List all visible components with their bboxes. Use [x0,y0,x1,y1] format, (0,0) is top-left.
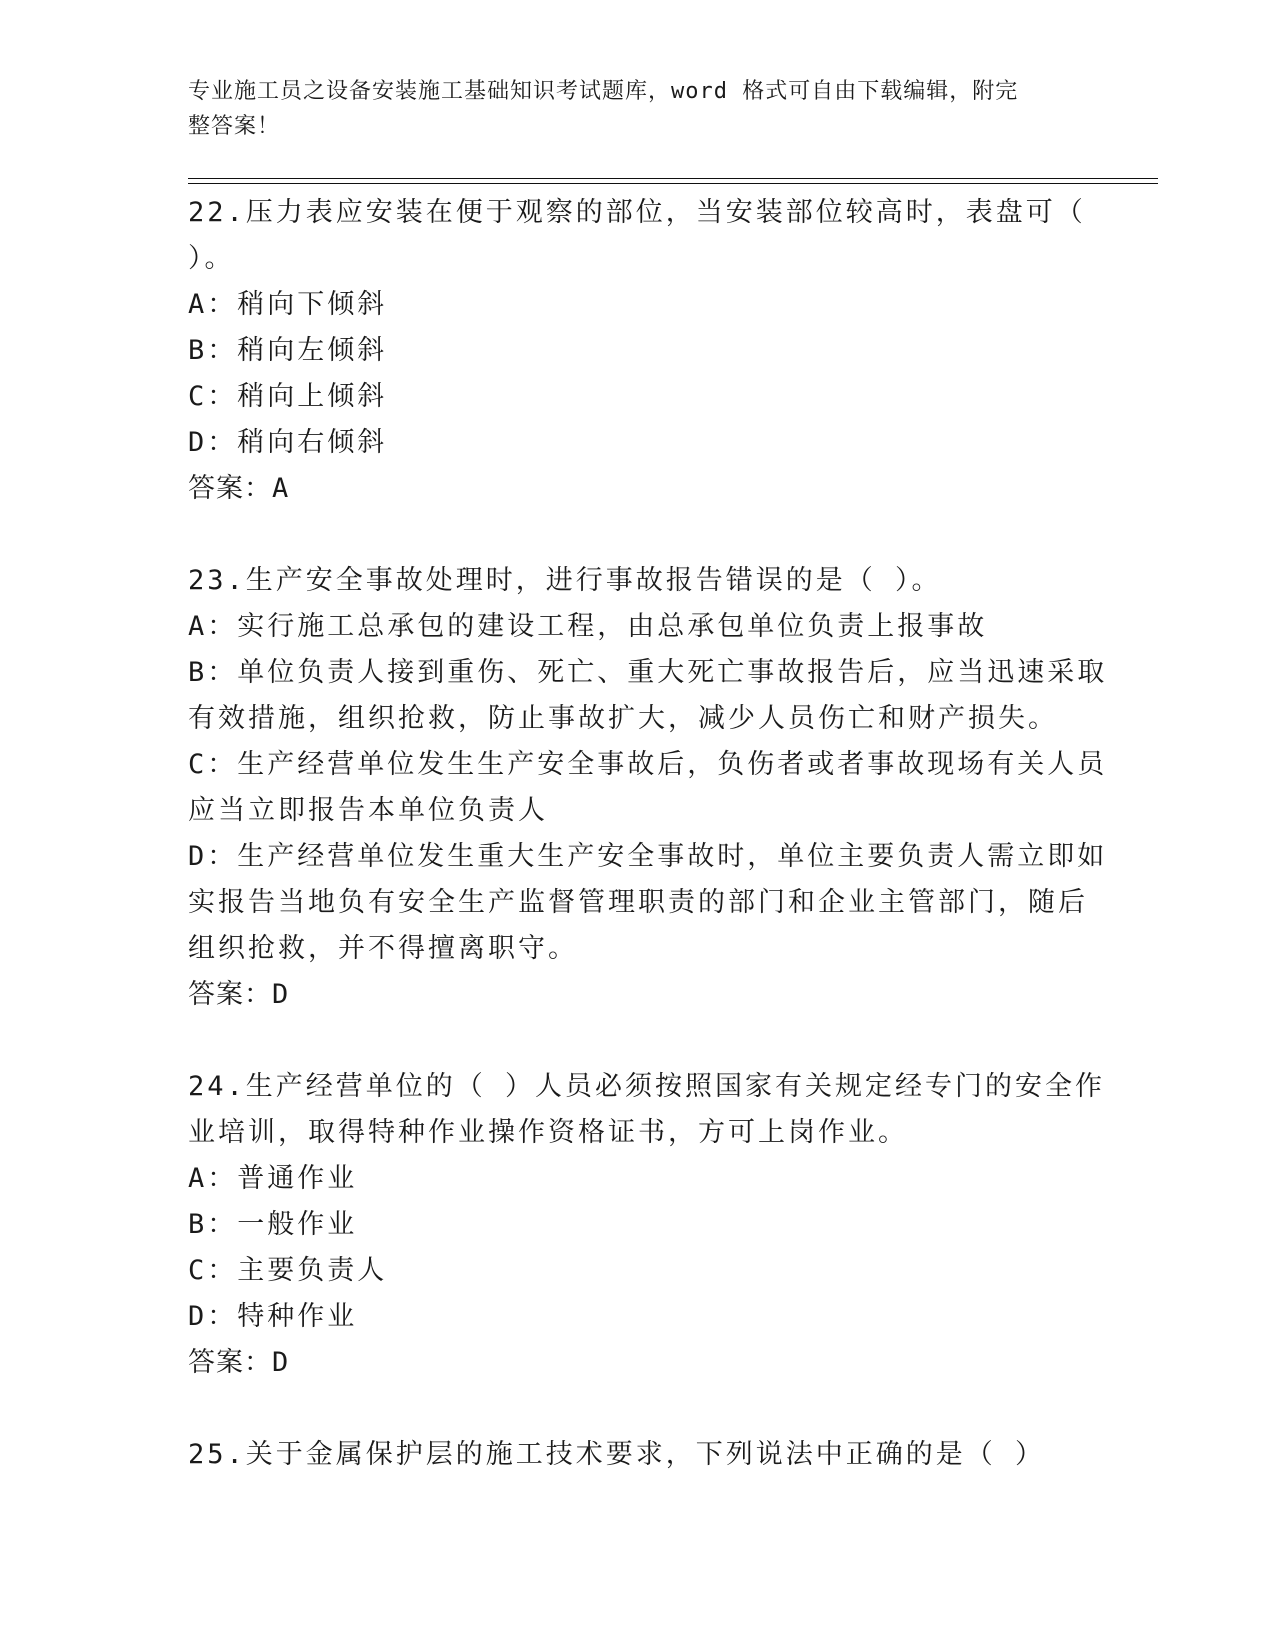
option-b: B：一般作业 [188,1209,358,1240]
header-rule-bottom [188,183,1158,184]
option-d: D：特种作业 [188,1301,358,1332]
answer-line: 答案：D [188,979,290,1010]
header-line-2: 整答案！ [188,114,281,139]
question-stem: 业培训，取得特种作业操作资格证书，方可上岗作业。 [188,1117,908,1148]
question-stem: 22.压力表应安装在便于观察的部位，当安装部位较高时，表盘可（ [188,197,1086,228]
option-c: C：生产经营单位发生生产安全事故后，负伤者或者事故现场有关人员 [188,749,1108,780]
option-b: B：稍向左倾斜 [188,335,388,366]
option-c: C：稍向上倾斜 [188,381,388,412]
option-a: A：稍向下倾斜 [188,289,388,320]
option-c-continued: 应当立即报告本单位负责人 [188,795,548,826]
question-stem: 23.生产安全事故处理时，进行事故报告错误的是（ ）。 [188,565,942,596]
option-b: B：单位负责人接到重伤、死亡、重大死亡事故报告后，应当迅速采取 [188,657,1108,688]
question-list [188,190,1108,1478]
question-23 [188,558,1108,1018]
question-stem: 24.生产经营单位的（ ）人员必须按照国家有关规定经专门的安全作 [188,1071,1106,1102]
question-24 [188,1064,1106,1386]
option-d-continued: 实报告当地负有安全生产监督管理职责的部门和企业主管部门，随后 [188,887,1088,918]
question-25 [188,1432,1088,1478]
option-d: D：生产经营单位发生重大生产安全事故时，单位主要负责人需立即如 [188,841,1108,872]
option-c: C：主要负责人 [188,1255,388,1286]
document-header [188,74,1068,144]
question-stem: ）。 [188,243,235,274]
header-line-1: 专业施工员之设备安装施工基础知识考试题库，word 格式可自由下载编辑，附完 [188,79,1019,104]
question-stem: 25.关于金属保护层的施工技术要求，下列说法中正确的是（ ） [188,1439,1046,1470]
option-a: A：普通作业 [188,1163,358,1194]
option-b-continued: 有效措施，组织抢救，防止事故扩大，减少人员伤亡和财产损失。 [188,703,1058,734]
option-d-continued: 组织抢救，并不得擅离职守。 [188,933,578,964]
answer-line: 答案：A [188,473,290,504]
question-22 [188,190,1088,512]
answer-line: 答案：D [188,1347,290,1378]
option-a: A：实行施工总承包的建设工程，由总承包单位负责上报事故 [188,611,988,642]
option-d: D：稍向右倾斜 [188,427,388,458]
header-rule-top [188,178,1158,179]
